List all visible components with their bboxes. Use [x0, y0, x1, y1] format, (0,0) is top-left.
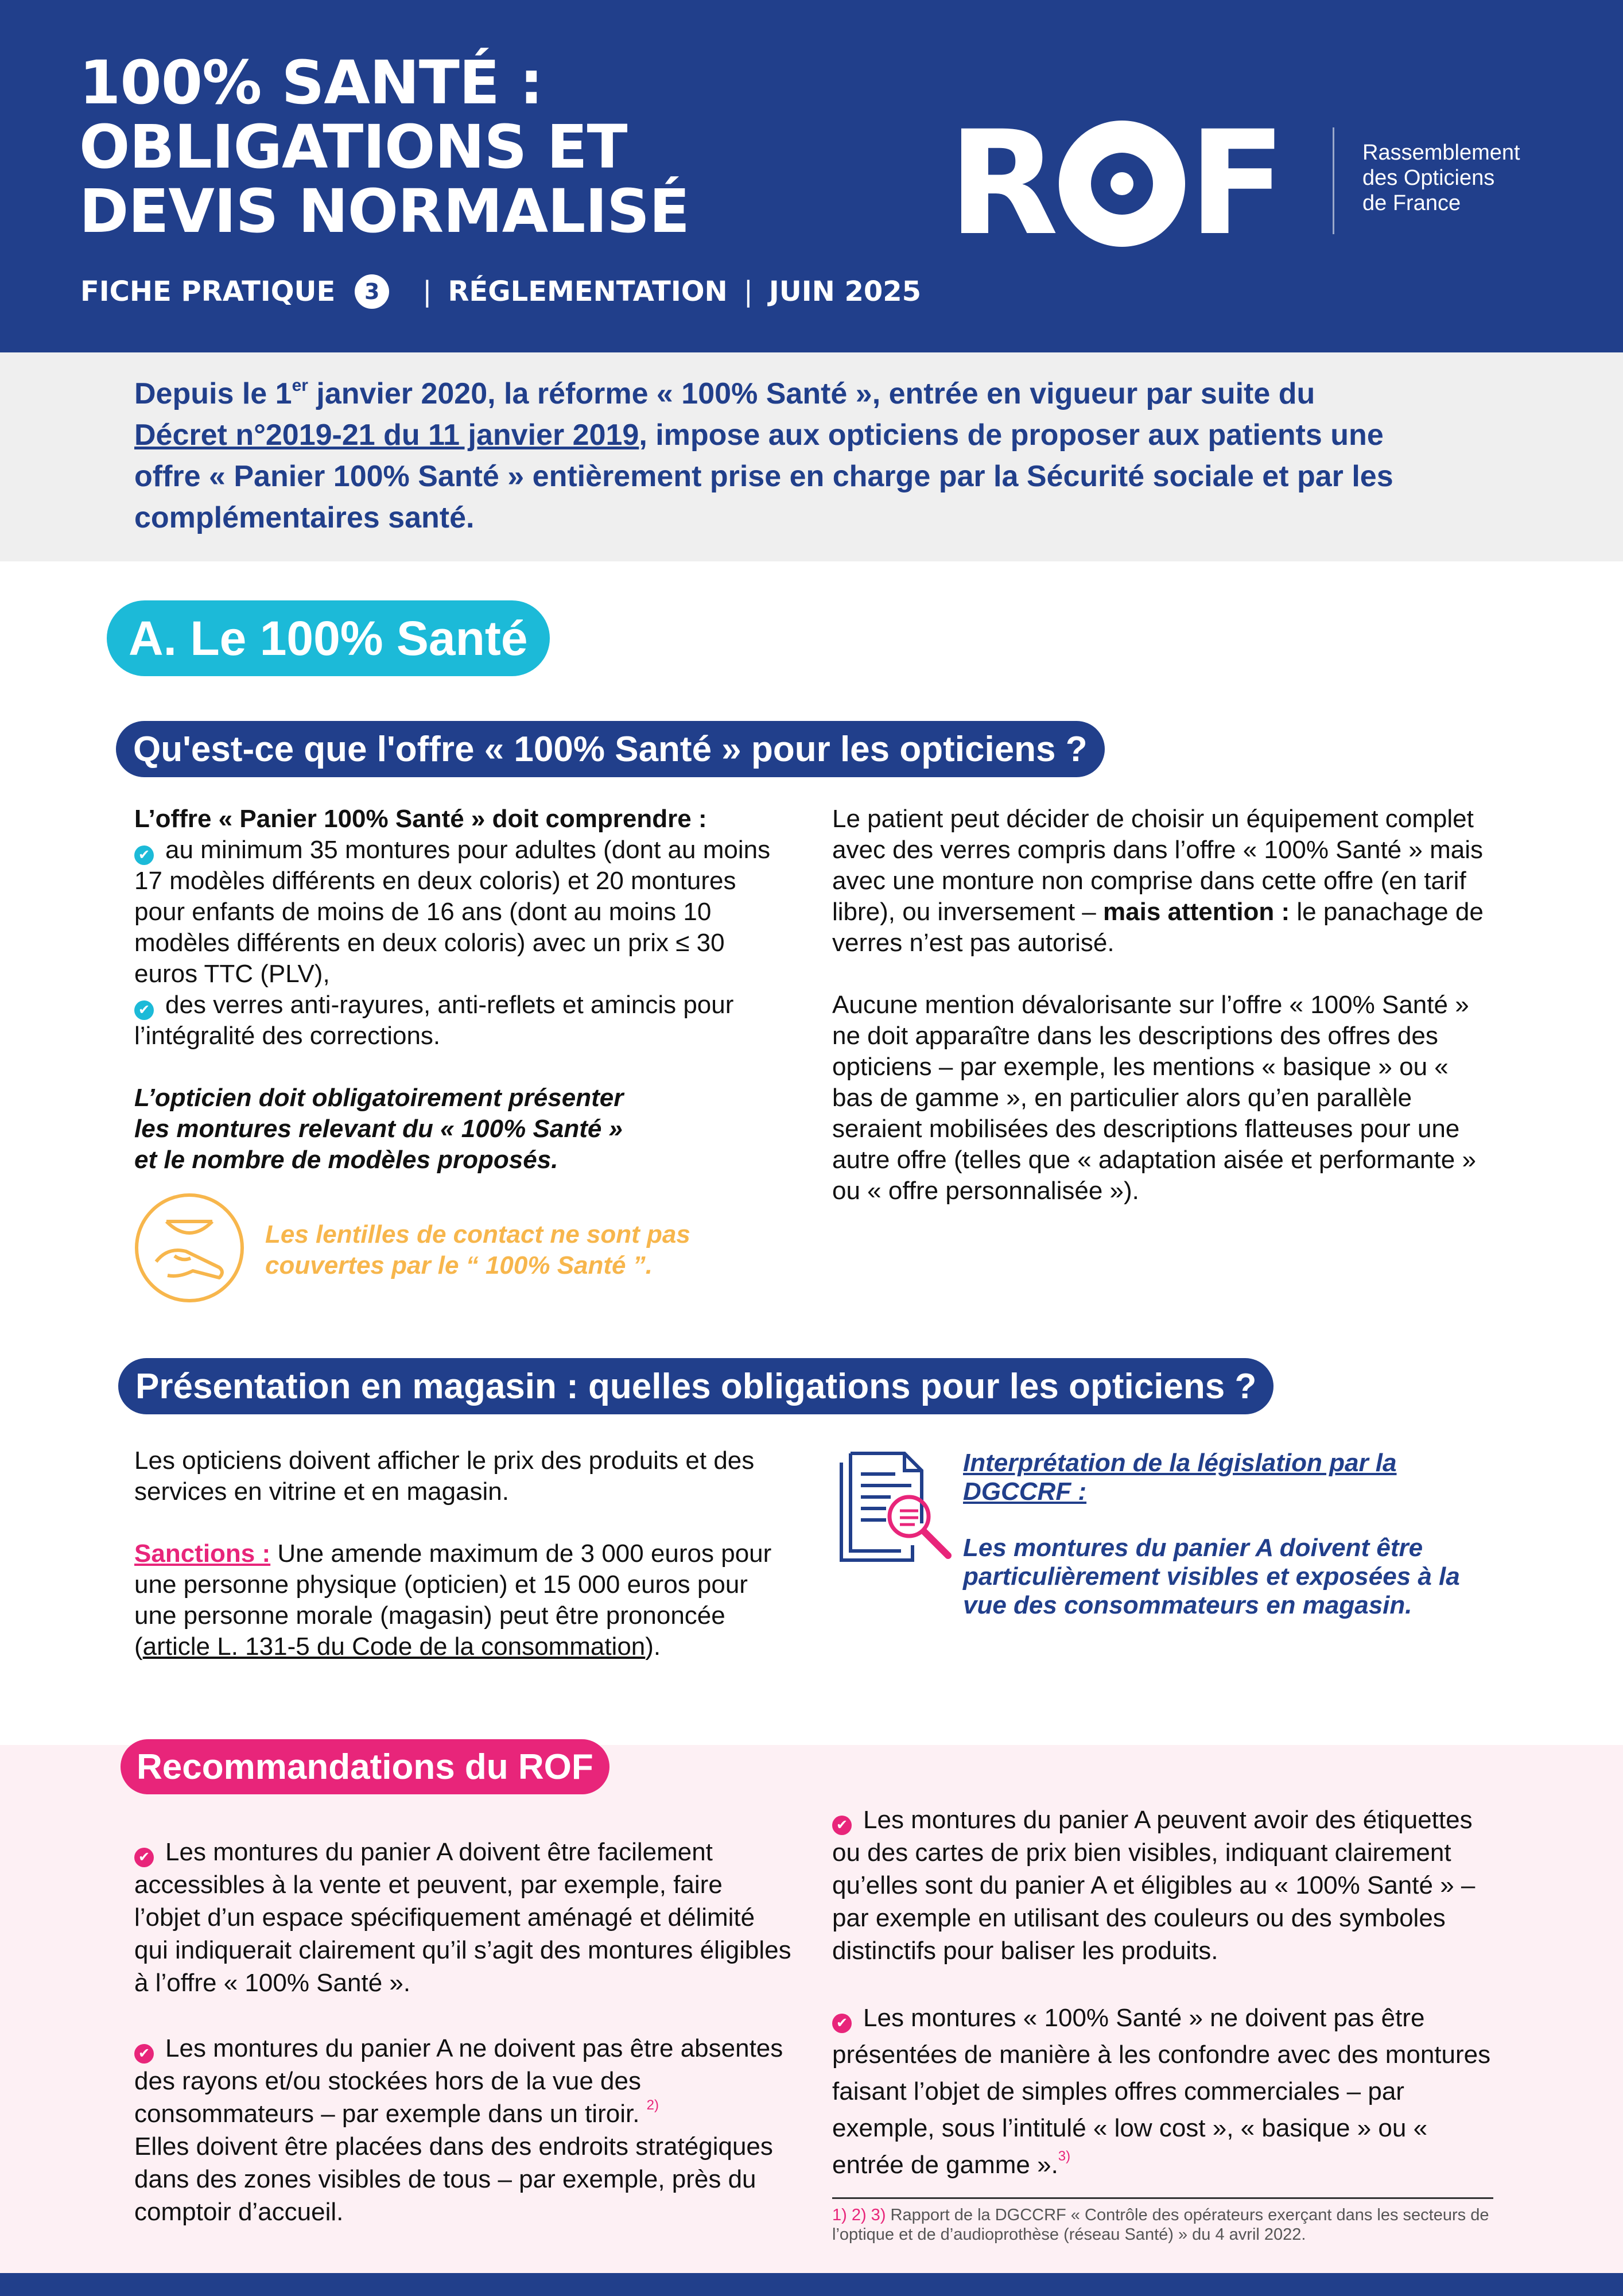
recommendation-2 [134, 2032, 794, 2228]
sanctions-paragraph [134, 1538, 794, 1662]
intro-text: Depuis le 1 [134, 377, 292, 410]
must-present-line: L’opticien doit obligatoirement présenter [134, 1084, 624, 1112]
recommendations-title: Recommandations du ROF [121, 1739, 609, 1794]
fiche-label: FICHE PRATIQUE [80, 276, 336, 308]
meta-separator: | [743, 276, 753, 308]
check-circle-icon: ✔ [134, 1000, 154, 1020]
recommendation-text: Les montures « 100% Santé » ne doivent pas être présentées de manière à les confondre avec des montures faisant l’objet de simples offres commerciales – par exemple, sous l’intitulé « low cost », « basique » ou « entrée de gamme ». [832, 2004, 1491, 2179]
recommendation-4 [832, 2000, 1493, 2183]
rof-logo [948, 100, 1283, 267]
recommendations-right-column [832, 1804, 1493, 2183]
question-2-title: Présentation en magasin : quelles obligations pour les opticiens ? [118, 1358, 1273, 1414]
article-link[interactable]: article L. 131-5 du Code de la consommation [142, 1632, 646, 1661]
logo-letter-f: F [1188, 100, 1283, 267]
recommendation-text: Les montures du panier A doivent être facilement accessibles à la vente et peuvent, par exemple, faire l’objet d’un espace spécifiquement aménagé et délimité qui indiquerait clairement qu’il s’agit des montures éligibles à l’offre « 100% Santé ». [134, 1838, 791, 1997]
page-title [79, 48, 690, 246]
title-line-1: 100% SANTÉ : [79, 48, 543, 118]
footnote-marker: 2) [646, 2097, 659, 2113]
header-banner [0, 0, 1623, 352]
recommendation-1 [134, 1836, 794, 1999]
category-label: RÉGLEMENTATION [448, 276, 728, 308]
panachage-paragraph [832, 804, 1493, 959]
date-label: JUIN 2025 [768, 276, 922, 308]
document-search-icon [833, 1448, 954, 1568]
must-present-line: les montures relevant du « 100% Santé » [134, 1115, 623, 1143]
recommendation-3 [832, 1804, 1493, 1967]
check-circle-icon: ✔ [832, 1816, 852, 1835]
intro-superscript: er [292, 376, 308, 395]
logo-subtitle-line: Rassemblement [1362, 141, 1520, 165]
attention-label: mais attention : [1103, 898, 1290, 926]
logo-subtitle [1362, 140, 1520, 216]
header-meta [80, 274, 921, 309]
logo-subtitle-line: des Opticiens [1362, 166, 1495, 190]
check-circle-icon: ✔ [832, 2014, 852, 2033]
intro-text: , impose aux opticiens de proposer aux patients une offre « Panier 100% Santé » entièrement prise en charge par la Sécurité sociale et par les complémentaires santé. [134, 418, 1393, 534]
intro-band [0, 352, 1623, 561]
intro-text: janvier 2020, la réforme « 100% Santé », entrée en vigueur par suite du [308, 377, 1315, 410]
check-circle-icon: ✔ [134, 1848, 154, 1867]
logo-letter-o [1059, 121, 1185, 247]
sanctions-text: Une amende maximum de 3 000 euros pour une personne physique (opticien) et 15 000 euros pour une personne morale (magasin) peut être prononcée ( [134, 1539, 772, 1661]
footnote-divider [832, 2197, 1493, 2199]
sanctions-label: Sanctions : [134, 1539, 271, 1568]
recommendation-text: Elles doivent être placées dans des endroits stratégiques dans des zones visibles de tous – par exemple, près du comptoir d’accueil. [134, 2132, 773, 2226]
must-present-note [134, 1083, 789, 1176]
title-line-3: DEVIS NORMALISÉ [79, 176, 690, 246]
check-circle-icon: ✔ [134, 846, 154, 865]
offer-lead: L’offre « Panier 100% Santé » doit comprendre : [134, 805, 707, 833]
lens-note-line: couvertes par le “ 100% Santé ”. [265, 1251, 653, 1279]
bottom-bar [0, 2273, 1623, 2296]
offer-column-right [832, 804, 1493, 1207]
footnote-refs: 1) 2) 3) [832, 2206, 886, 2224]
check-circle-icon: ✔ [134, 2044, 154, 2064]
display-obligations-column [134, 1445, 794, 1662]
recommendation-text: Les montures du panier A peuvent avoir des étiquettes ou des cartes de prix bien visibles, indiquant clairement qu’elles sont du panier A et éligibles au « 100% Santé » – par exemple en utilisant des couleurs ou des symboles distinctifs pour baliser les produits. [832, 1806, 1476, 1965]
sanctions-text: ). [645, 1632, 661, 1661]
section-a-title: A. Le 100% Santé [107, 600, 550, 676]
offer-column-left [134, 804, 789, 1176]
dgccrf-body: Les montures du panier A doivent être particulièrement visibles et exposées à la vue des consommateurs en magasin. [963, 1534, 1460, 1619]
intro-paragraph [134, 373, 1454, 538]
lens-note [265, 1219, 782, 1281]
footnote-marker: 3) [1058, 2148, 1071, 2164]
recommendations-left-column [134, 1836, 794, 2228]
dgccrf-title: Interprétation de la législation par la DGCCRF : [963, 1449, 1397, 1506]
paragraph-text: Le patient peut décider de choisir un équipement complet avec des verres compris dans l’offre « 100% Santé » mais avec une monture non comprise dans cette offre (en tarif libre), ou inversement – [832, 805, 1483, 926]
lens-note-line: Les lentilles de contact ne sont pas [265, 1220, 690, 1248]
logo-letter-r: R [948, 100, 1055, 267]
offer-bullet-2: des verres anti-rayures, anti-reflets et amincis pour l’intégralité des corrections. [134, 991, 734, 1050]
footnote-text: Rapport de la DGCCRF « Contrôle des opérateurs exerçant dans les secteurs de l’optique et de d’audioprothèse (réseau Santé) » du 4 avril 2022. [832, 2206, 1489, 2244]
offer-bullet-1: au minimum 35 montures pour adultes (dont au moins 17 modèles différents en deux coloris) et 20 montures pour enfants de moins de 16 ans (dont au moins 10 modèles différents en deux coloris) avec un prix ≤ 30 euros TTC (PLV), [134, 836, 771, 988]
paragraph-text: le panachage de verres n’est pas autorisé. [832, 898, 1484, 957]
must-present-line: et le nombre de modèles proposés. [134, 1146, 558, 1174]
title-line-2: OBLIGATIONS ET [79, 112, 627, 182]
contact-lens-icon [133, 1192, 246, 1304]
devalorisante-paragraph: Aucune mention dévalorisante sur l’offre « 100% Santé » ne doit apparaître dans les descriptions des offres des opticiens – par exemple, les mentions « basique » ou « bas de gamme », en particulier alors qu’en parallèle seraient mobilisées des descriptions flatteuses pour une autre offre (telles que « adaptation aisée et performante » ou « offre personnalisée »). [832, 991, 1476, 1205]
logo-divider [1333, 127, 1334, 234]
logo-subtitle-line: de France [1362, 191, 1461, 215]
display-paragraph: Les opticiens doivent afficher le prix des produits et des services en vitrine et en magasin. [134, 1446, 755, 1506]
meta-separator: | [422, 276, 432, 308]
footnote [832, 2205, 1498, 2244]
decree-link[interactable]: Décret n°2019-21 du 11 janvier 2019 [134, 418, 639, 452]
question-1-title: Qu'est-ce que l'offre « 100% Santé » pour les opticiens ? [116, 721, 1105, 777]
fiche-number-badge: 3 [355, 274, 389, 309]
recommendation-text: Les montures du panier A ne doivent pas être absentes des rayons et/ou stockées hors de la vue des consommateurs – par exemple dans un tiroir. [134, 2034, 783, 2128]
